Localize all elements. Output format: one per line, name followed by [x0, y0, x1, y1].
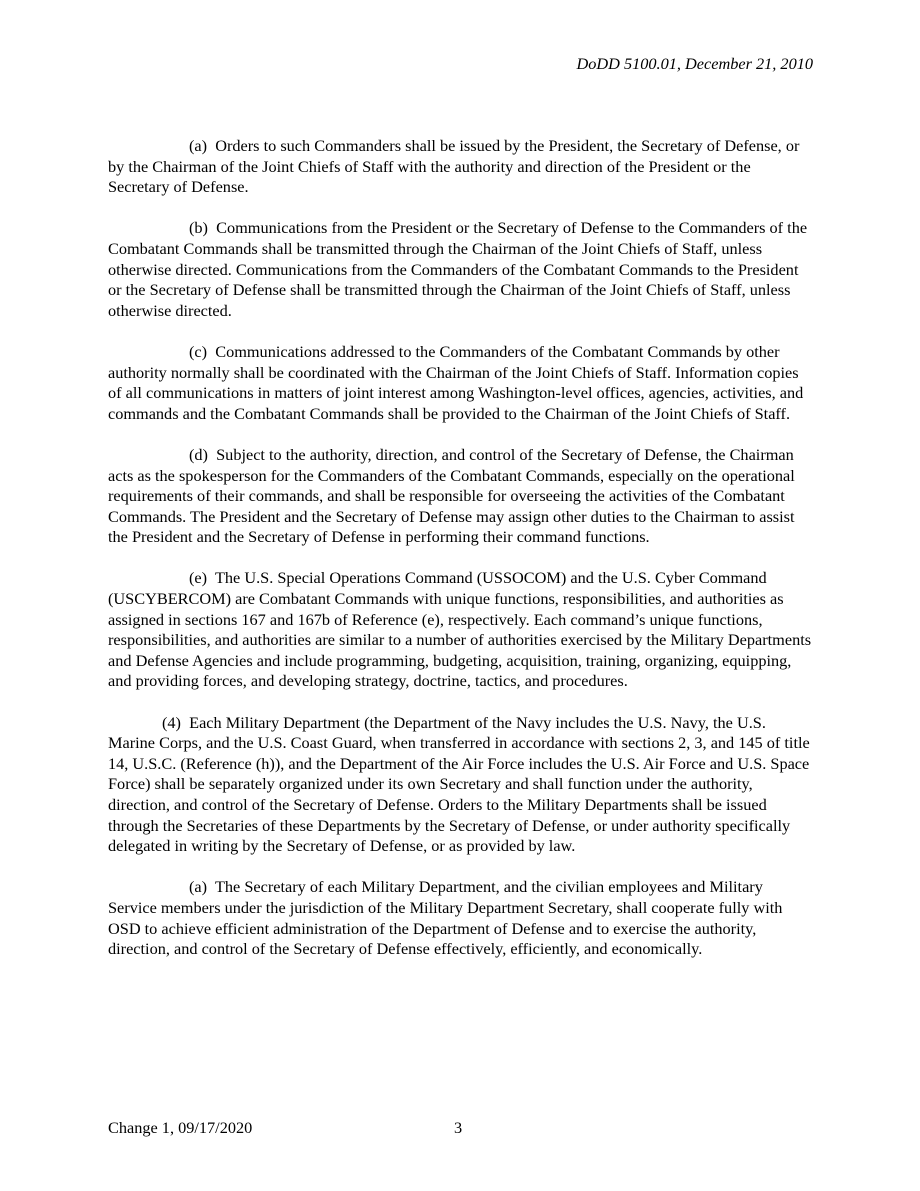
paragraph-label: (a): [189, 877, 208, 897]
paragraph-b: [108, 218, 813, 321]
paragraph-e: [108, 568, 813, 692]
paragraph-text: Communications addressed to the Commanders of the Combatant Commands by other authority normally shall be coordinated with the Chairman of the Joint Chiefs of Staff. Information copies of all communications in matters of joint interest among Washington-level offices, agencies, activities, and commands and the Combatant Commands shall be provided to the Chairman of the Joint Chiefs of Staff.: [108, 341, 804, 423]
paragraph-4: [108, 713, 813, 857]
paragraph-text: The Secretary of each Military Department, and the civilian employees and Military Service members under the jurisdiction of the Military Department Secretary, shall cooperate fully with OSD to achieve efficient administration of the Department of Defense and to exercise the authority, direction, and control of the Secretary of Defense effectively, efficiently, and economically.: [108, 877, 783, 959]
paragraph-label: (c): [189, 341, 208, 361]
paragraph-4a: [108, 877, 813, 959]
document-body: [108, 136, 813, 980]
paragraph-text: Orders to such Commanders shall be issued by the President, the Secretary of Defense, or by the Chairman of the Joint Chiefs of Staff with the authority and direction of the President or the Secretary of Defense.: [108, 136, 800, 197]
paragraph-label: (d): [189, 444, 208, 464]
paragraph-label: (b): [189, 218, 208, 238]
paragraph-d: [108, 445, 813, 548]
footer-change: Change 1, 09/17/2020: [108, 1118, 253, 1137]
paragraph-label: (e): [189, 568, 208, 588]
paragraph-c: [108, 342, 813, 424]
paragraph-label: (a): [189, 136, 208, 155]
paragraph-text: Communications from the President or the Secretary of Defense to the Commanders of the Combatant Commands shall be transmitted through the Chairman of the Joint Chiefs of Staff, unless otherwise directed. Communications from the Commanders of the Combatant Commands to the President or the Secretary of Defense shall be transmitted through the Chairman of the Joint Chiefs of Staff, unless otherwise directed.: [108, 218, 808, 320]
paragraph-text: Subject to the authority, direction, and control of the Secretary of Defense, the Chairman acts as the spokesperson for the Commanders of the Combatant Commands, especially on the operational requirements of their commands, and shall be responsible for overseeing the activities of the Combatant Commands. The President and the Secretary of Defense may assign other duties to the Chairman to assist the President and the Secretary of Defense in performing their command functions.: [108, 444, 795, 547]
paragraph-text: Each Military Department (the Department of the Navy includes the U.S. Navy, the U.S. Marine Corps, and the U.S. Coast Guard, when transferred in accordance with sections 2, 3, and 145 of title 14, U.S.C. (Reference (h)), and the Department of the Air Force includes the U.S. Air Force and U.S. Space Force) shall be separately organized under its own Secretary and shall function under the authority, direction, and control of the Secretary of Defense. Orders to the Military Departments shall be issued through the Secretaries of these Departments by the Secretary of Defense, or under authority specifically delegated in writing by the Secretary of Defense, or as provided by law.: [108, 712, 810, 856]
paragraph-a: [108, 136, 813, 198]
page-number: 3: [454, 1118, 463, 1137]
document-header: DoDD 5100.01, December 21, 2010: [576, 54, 813, 73]
paragraph-label: (4): [162, 712, 181, 732]
paragraph-text: The U.S. Special Operations Command (USSOCOM) and the U.S. Cyber Command (USCYBERCOM) are Combatant Commands with unique functions, responsibilities, and authorities as assigned in sections 167 and 167b of Reference (e), respectively. Each command’s unique functions, responsibilities, and authorities are similar to a number of authorities exercised by the Military Departments and Defense Agencies and include programming, budgeting, acquisition, training, organizing, equipping, and providing forces, and developing strategy, doctrine, tactics, and procedures.: [108, 568, 812, 691]
